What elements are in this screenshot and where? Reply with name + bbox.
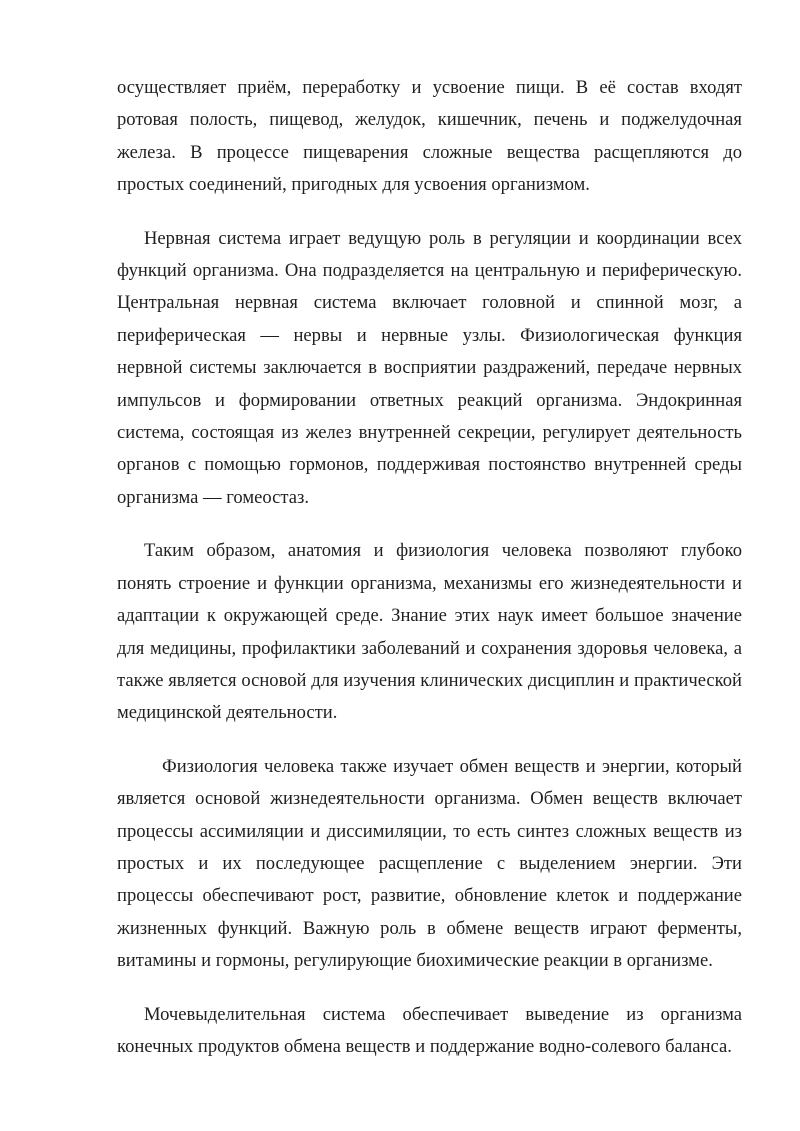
paragraph-urinary-system: Мочевыделительная система обеспечивает выведение из организма конечных продуктов обмена веществ и поддержание водно-солевого баланса. xyxy=(117,1003,742,1057)
paragraph-digestive-continuation: осуществляет приём, переработку и усвоение пищи. В её состав входят ротовая полость, пищевод, желудок, кишечник, печень и поджелудочная железа. В процессе пищеварения сложные вещества расщепляются до простых соединений, пригодных для усвоения организмом. xyxy=(117,77,742,196)
document-body xyxy=(117,72,742,1063)
paragraph-conclusion: Таким образом, анатомия и физиология человека позволяют глубоко понять строение и функции организма, механизмы его жизнедеятельности и адаптации к окружающей среде. Знание этих наук имеет большое значение для медицины, профилактики заболеваний и сохранения здоровья человека, а также является основой для изучения клинических дисциплин и практической медицинской деятельности. xyxy=(117,540,742,724)
paragraph-metabolism: Физиология человека также изучает обмен веществ и энергии, который является основой жизнедеятельности организма. Обмен веществ включает процессы ассимиляции и диссимиляции, то есть синтез сложных веществ из простых и их последующее расщепление с выделением энергии. Эти процессы обеспечивают рост, развитие, обновление клеток и поддержание жизненных функций. Важную роль в обмене веществ играют ферменты, витамины и гормоны, регулирующие биохимические реакции в организме. xyxy=(117,755,742,972)
paragraph-nervous-system: Нервная система играет ведущую роль в регуляции и координации всех функций организма. Она подразделяется на центральную и периферическую. Центральная нервная система включает головной и спинной мозг, а периферическая — нервы и нервные узлы. Физиологическая функция нервной системы заключается в восприятии раздражений, передаче нервных импульсов и формировании ответных реакций организма. Эндокринная система, состоящая из желез внутренней секреции, регулирует деятельность органов с помощью гормонов, поддерживая постоянство внутренней среды организма — гомеостаз. xyxy=(117,227,742,508)
